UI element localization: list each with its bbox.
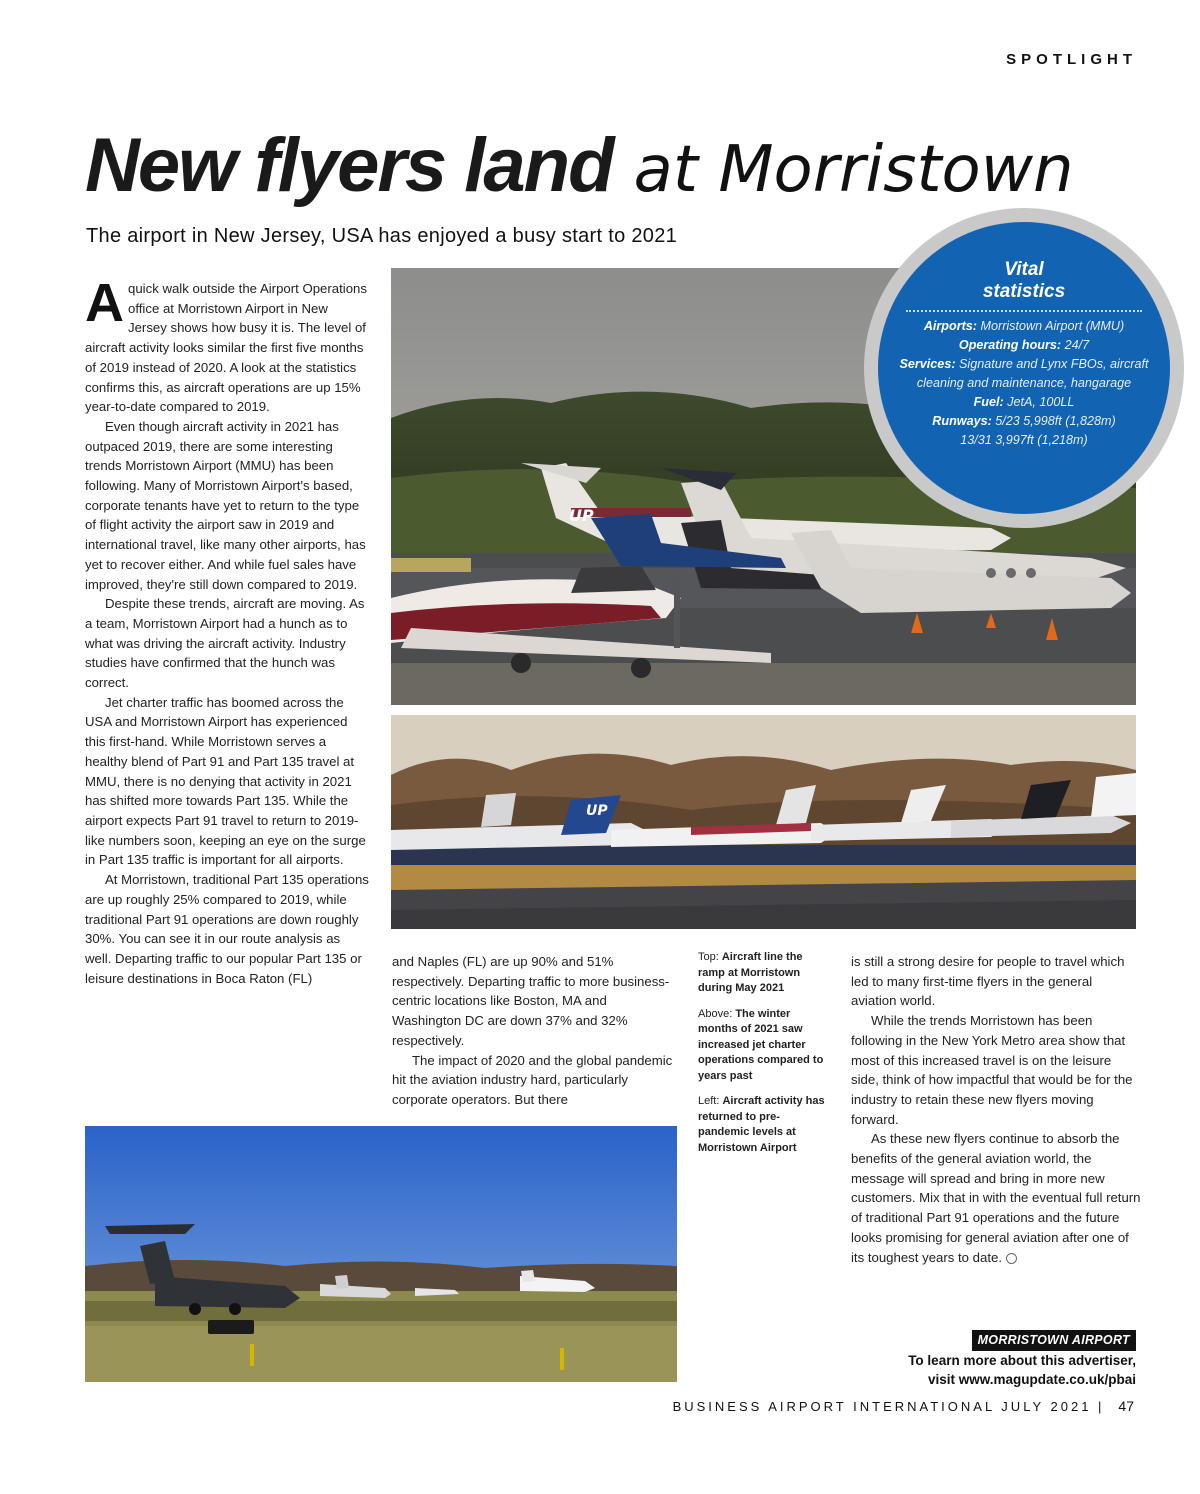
body-paragraph: As these new flyers continue to absorb the benefits of the general aviation world, the message will spread and bring in more new customers. Mix that in with the eventual full return of traditional Part 91 operations and the future looks promising for general aviation after one of its toughest years to date. xyxy=(851,1131,1141,1265)
advertiser-link[interactable]: visit www.magupdate.co.uk/pbai xyxy=(927,1372,1136,1387)
body-paragraph: Despite these trends, aircraft are moving. As a team, Morristown Airport had a hunch as to what was driving the aircraft activity. Industry studies have confirmed that the hunch was correct. xyxy=(85,596,365,691)
stats-title: Vital statistics xyxy=(982,259,1066,302)
stats-divider xyxy=(906,310,1142,312)
page-folio xyxy=(673,1398,1134,1414)
caption-left: Left: Aircraft activity has returned to pre-pandemic levels at Morristown Airport xyxy=(698,1095,825,1154)
body-column-2 xyxy=(392,952,677,1110)
section-label: SPOTLIGHT xyxy=(1006,51,1137,68)
drop-cap: A xyxy=(85,273,124,333)
body-paragraph: and Naples (FL) are up 90% and 51% respectively. Departing traffic to more business-centric locations like Boston, MA and Washington DC are down 37% and 32% respectively. xyxy=(392,954,670,1048)
caption-top: Top: Aircraft line the ramp at Morristown during May 2021 xyxy=(698,951,803,994)
headline-light: at Morristown xyxy=(633,133,1074,207)
headline-bold: New flyers land xyxy=(85,123,613,208)
vital-statistics-disc xyxy=(878,222,1170,514)
publication-name: BUSINESS AIRPORT INTERNATIONAL JULY 2021 | xyxy=(672,1399,1105,1414)
end-mark-icon xyxy=(1006,1253,1017,1264)
body-paragraph: Aquick walk outside the Airport Operations office at Morristown Airport in New Jersey shows how busy it is. The level of aircraft activity looks similar the first five months of 2019 instead of 2020. A look at the statistics confirms this, as aircraft operations are up 15% year-to-date compared to 2019. xyxy=(85,273,367,415)
photo-airfield xyxy=(85,1126,677,1382)
body-paragraph: Jet charter traffic has boomed across the USA and Morristown Airport has experienced this first-hand. While Morristown serves a healthy blend of Part 91 and Part 135 travel at MMU, there is no denying that activity in 2021 has shifted more towards Part 135. While the airport expects Part 91 travel to return to 2019-like numbers soon, keeping an eye on the surge in Part 135 traffic is important for all airports. xyxy=(85,694,366,868)
stats-body: Airports: Morristown Airport (MMU) Operating hours: 24/7 Services: Signature and Lynx FBOs, aircraft cleaning and maintenance, hangarage Fuel: JetA, 100LL Runways: 5/23 5,998ft (1,828m) 13/31 3,997ft (1,218m) xyxy=(899,319,1149,447)
body-column-4 xyxy=(851,952,1141,1267)
body-paragraph: The impact of 2020 and the global pandemic hit the aviation industry hard, particularly corporate operators. But there xyxy=(392,1052,673,1107)
body-paragraph: is still a strong desire for people to travel which led to many first-time flyers in the general aviation world. xyxy=(851,954,1125,1009)
photo-winter-jets xyxy=(391,715,1136,929)
page-number: 47 xyxy=(1118,1398,1134,1414)
body-paragraph: At Morristown, traditional Part 135 operations are up roughly 25% compared to 2019, while traditional Part 91 operations are down roughly 30%. You can see it in our route analysis as well. Departing traffic to our popular Part 135 or leisure destinations in Boca Raton (FL) xyxy=(85,872,369,986)
tail-logo: UP xyxy=(586,803,608,819)
body-paragraph: While the trends Morristown has been following in the New York Metro area show that most of this increased travel is on the leisure side, think of how impactful that would be for the industry to retain these new flyers moving forward. xyxy=(851,1013,1133,1127)
caption-above: Above: The winter months of 2021 saw increased jet charter operations compared to years past xyxy=(698,1007,824,1082)
advertiser-tag: MORRISTOWN AIRPORT xyxy=(972,1330,1136,1351)
headline xyxy=(85,123,1074,208)
advertiser-box xyxy=(908,1330,1136,1389)
vital-statistics-panel xyxy=(864,208,1184,528)
body-column-1 xyxy=(85,273,370,988)
tail-logo: UP xyxy=(569,506,594,525)
advertiser-line-1: To learn more about this advertiser, xyxy=(908,1353,1136,1368)
photo-captions xyxy=(698,950,830,1166)
body-paragraph: Even though aircraft activity in 2021 has outpaced 2019, there are some interesting trends Morristown Airport (MMU) has been following. Many of Morristown Airport's based, corporate tenants have yet to return to the type of flight activity the airport saw in 2019 and international travel, like many other airports, has yet to recover either. And while fuel sales have improved, they're still down compared to 2019. xyxy=(85,418,366,592)
standfirst: The airport in New Jersey, USA has enjoyed a busy start to 2021 xyxy=(86,225,678,247)
